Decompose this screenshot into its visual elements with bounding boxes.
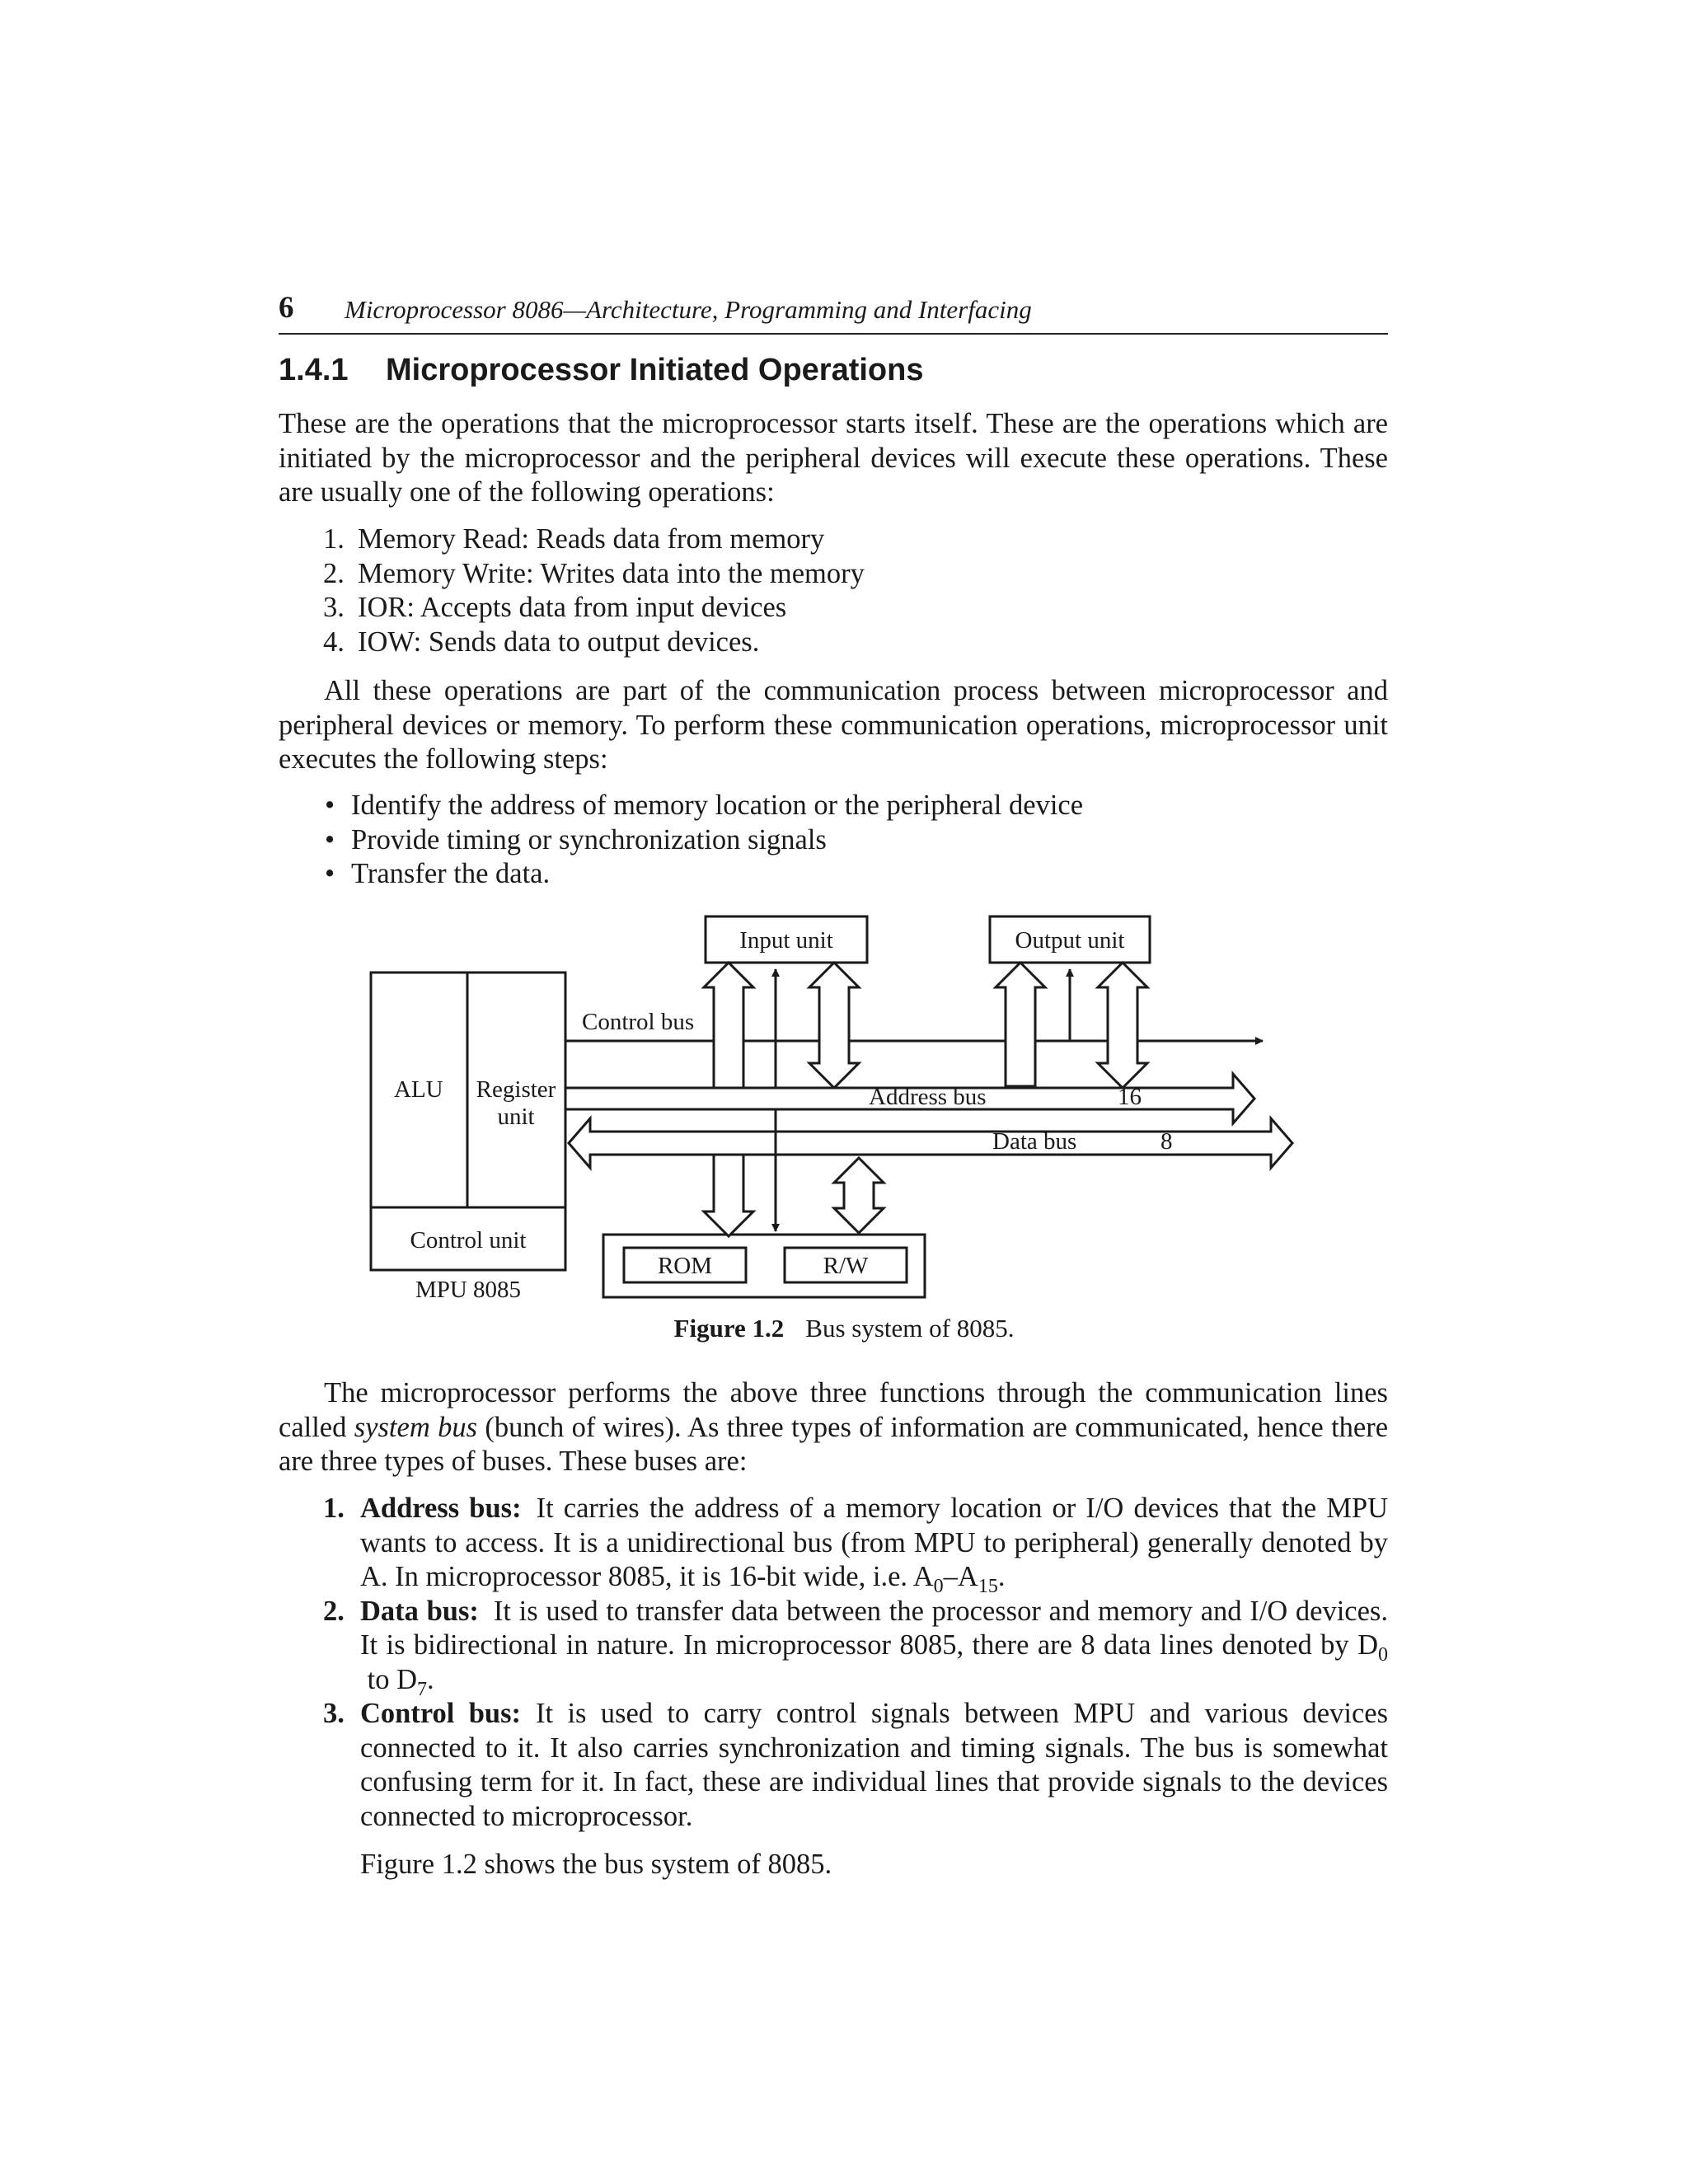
list-marker: 3. [323, 1698, 345, 1729]
input-address-arrow [704, 963, 753, 1096]
section-number: 1.4.1 [279, 353, 349, 387]
bus-description: It carries the address of a memory location or I/O devices that the MPU wants to access. It is a unidirectional bus (from MPU to peripheral) generally denoted by A. In microprocessor 8085, it is 16-bit wide, i.e. [360, 1493, 1388, 1592]
mpu-label: MPU 8085 [415, 1277, 522, 1303]
bus-system-diagram [346, 911, 1319, 1356]
system-bus-paragraph [279, 1376, 1388, 1479]
bus-system-figure [346, 911, 1319, 1356]
paragraph-text: (bunch of wires). As three types of information are communicated, hence there are three types of buses. These buses are: [279, 1411, 1389, 1477]
subscript: 0 [1378, 1643, 1388, 1666]
list-text: Identify the address of memory location or the peripheral device [351, 790, 1084, 821]
rw-label: R/W [823, 1253, 869, 1279]
list-item [323, 789, 1388, 823]
list-item [323, 557, 1388, 592]
page-number: 6 [279, 291, 294, 325]
list-text: Provide timing or synchronization signals [351, 823, 827, 855]
symbol: D [1357, 1629, 1378, 1661]
bus-description: It is used to carry control signals between MPU and various devices connected to it. It also carries synchronization and timing signals. The bus is somewhat confusing term for it. In fact, these are individual lines that provide signals to the devices connected to microprocessor. [360, 1698, 1388, 1832]
list-text: Memory Read: Reads data from memory [358, 523, 825, 555]
subscript: 15 [978, 1575, 998, 1597]
list-item [323, 591, 1388, 626]
subscript: 0 [933, 1575, 944, 1597]
list-item [323, 823, 1388, 858]
list-marker: 2. [323, 1595, 345, 1627]
list-text: Memory Write: Writes data into the memory [358, 557, 865, 589]
list-marker: 1. [323, 1493, 345, 1524]
list-item [323, 857, 1388, 892]
figure-number: Figure 1.2 [673, 1314, 785, 1343]
list-item [323, 1697, 1388, 1834]
operations-list [323, 523, 1388, 659]
bus-term: Control bus: [360, 1698, 522, 1729]
rom-label: ROM [657, 1253, 713, 1279]
bullet-icon: • [325, 858, 335, 889]
bus-term: Data bus: [360, 1595, 479, 1627]
figure-caption-text: Bus system of 8085. [805, 1314, 1015, 1343]
list-item [323, 1595, 1388, 1698]
control-bus-label: Control bus [582, 1009, 695, 1035]
symbol: A [912, 1561, 934, 1592]
emphasis-text: system bus [354, 1411, 478, 1443]
memory-address-arrow [704, 1155, 753, 1236]
bus-term: Address bus: [360, 1493, 522, 1524]
output-address-arrow [996, 963, 1045, 1086]
data-bus-label: Data bus [992, 1128, 1077, 1155]
data-bus-width: 8 [1160, 1128, 1173, 1155]
bullet-icon: • [325, 823, 335, 855]
punctuation: . [997, 1561, 1006, 1592]
output-unit-label: Output unit [1015, 927, 1125, 954]
control-unit-label: Control unit [410, 1227, 527, 1254]
input-data-arrow [809, 963, 859, 1088]
address-bus-width: 16 [1118, 1084, 1142, 1110]
punctuation: . [427, 1663, 434, 1695]
running-title: Microprocessor 8086—Architecture, Programming and Interfacing [345, 295, 1032, 324]
figure-caption [0, 1314, 1688, 1343]
closing-line: Figure 1.2 shows the bus system of 8085. [360, 1849, 832, 1880]
memory-data-arrow [834, 1158, 884, 1233]
list-marker: 1. [323, 523, 345, 555]
communication-paragraph: All these operations are part of the communication process between microprocessor and peripheral devices or memory. To perform these communication operations, microprocessor unit executes the following steps: [279, 675, 1388, 775]
bus-types-list [323, 1492, 1388, 1834]
address-bus-label: Address bus [869, 1084, 987, 1110]
symbol: D [396, 1663, 418, 1695]
alu-label: ALU [394, 1076, 443, 1103]
register-unit-label: unit [497, 1104, 535, 1130]
section-heading [279, 353, 923, 388]
data-bus-arrow [569, 1118, 1292, 1168]
bus-description: It is used to transfer data between the processor and memory and I/O devices. It is bidirectional in nature. In microprocessor 8085, there are 8 data lines denoted by [360, 1595, 1388, 1661]
input-unit-label: Input unit [739, 927, 833, 954]
list-marker: 3. [323, 592, 345, 623]
running-header [279, 290, 1388, 335]
paragraph-text: The microprocessor performs the above three functions through the communication lines called [279, 1377, 1388, 1443]
bullet-icon: • [325, 790, 335, 821]
list-text: IOW: Sends data to output devices. [358, 626, 760, 658]
symbol: A [957, 1561, 978, 1592]
intro-paragraph: These are the operations that the microprocessor starts itself. These are the operations which are initiated by the microprocessor and the peripheral devices will execute these operations. These are usually one of the following operations: [279, 408, 1388, 508]
list-item [323, 523, 1388, 557]
list-item [323, 626, 1388, 660]
list-text: Transfer the data. [351, 858, 551, 889]
steps-list [323, 789, 1388, 892]
output-data-arrow [1098, 963, 1147, 1088]
list-item [323, 1492, 1388, 1595]
list-marker: 2. [323, 557, 345, 589]
symbol: – [943, 1561, 958, 1592]
register-label: Register [476, 1076, 556, 1103]
subscript: 7 [417, 1678, 428, 1700]
list-text: IOR: Accepts data from input devices [358, 592, 787, 623]
section-title: Microprocessor Initiated Operations [386, 353, 924, 387]
list-marker: 4. [323, 626, 345, 658]
connector-text: to [360, 1663, 397, 1695]
